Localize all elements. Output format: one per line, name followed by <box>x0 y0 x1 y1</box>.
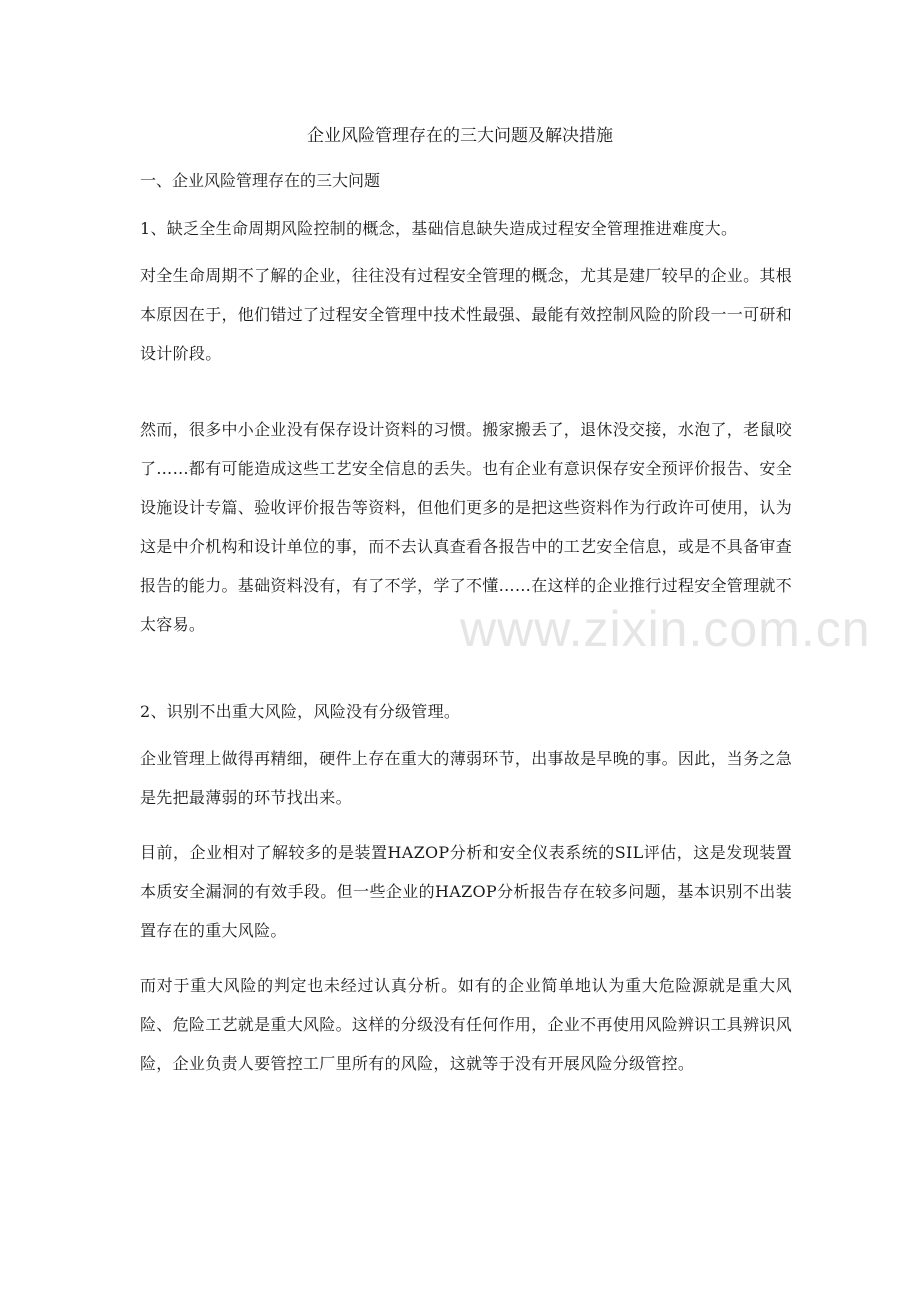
document-title: 企业风险管理存在的三大问题及解决措施 <box>307 126 613 146</box>
paragraph-6: 目前，企业相对了解较多的是装置HAZOP分析和安全仪表系统的SIL评估，这是发现装置本质安全漏洞的有效手段。但一些企业的HAZOP分析报告存在较多问题，基本识别不出装置存在的重大风险。 <box>140 843 792 940</box>
watermark: www.zixin.com.cn <box>460 601 871 657</box>
section-heading: 一、企业风险管理存在的三大问题 <box>140 171 381 190</box>
paragraph-7: 而对于重大风险的判定也未经过认真分析。如有的企业简单地认为重大危险源就是重大风险、危险工艺就是重大风险。这样的分级没有任何作用，企业不再使用风险辨识工具辨识风险，企业负责人要管控工厂里所有的风险，这就等于没有开展风险分级管控。 <box>140 976 793 1073</box>
paragraph-5: 企业管理上做得再精细，硬件上存在重大的薄弱环节，出事故是早晚的事。因此，当务之急是先把最薄弱的环节找出来。 <box>140 749 793 807</box>
paragraph-1: 1、缺乏全生命周期风险控制的概念，基础信息缺失造成过程安全管理推进难度大。 <box>140 219 738 238</box>
paragraph-3: 然而，很多中小企业没有保存设计资料的习惯。搬家搬丢了，退休没交接，水泡了，老鼠咬了……都有可能造成这些工艺安全信息的丢失。也有企业有意识保存安全预评价报告、安全设施设计专篇、验收评价报告等资料，但他们更多的是把这些资料作为行政许可使用，认为这是中介机构和设计单位的事，而不去认真查看各报告中的工艺安全信息，或是不具备审查报告的能力。基础资料没有，有了不学，学了不懂……在这样的企业推行过程安全管理就不太容易。 <box>140 420 793 634</box>
paragraph-4: 2、识别不出重大风险，风险没有分级管理。 <box>140 702 461 721</box>
paragraph-2: 对全生命周期不了解的企业，往往没有过程安全管理的概念，尤其是建厂较早的企业。其根本原因在于，他们错过了过程安全管理中技术性最强、最能有效控制风险的阶段一一可研和设计阶段。 <box>140 266 793 363</box>
